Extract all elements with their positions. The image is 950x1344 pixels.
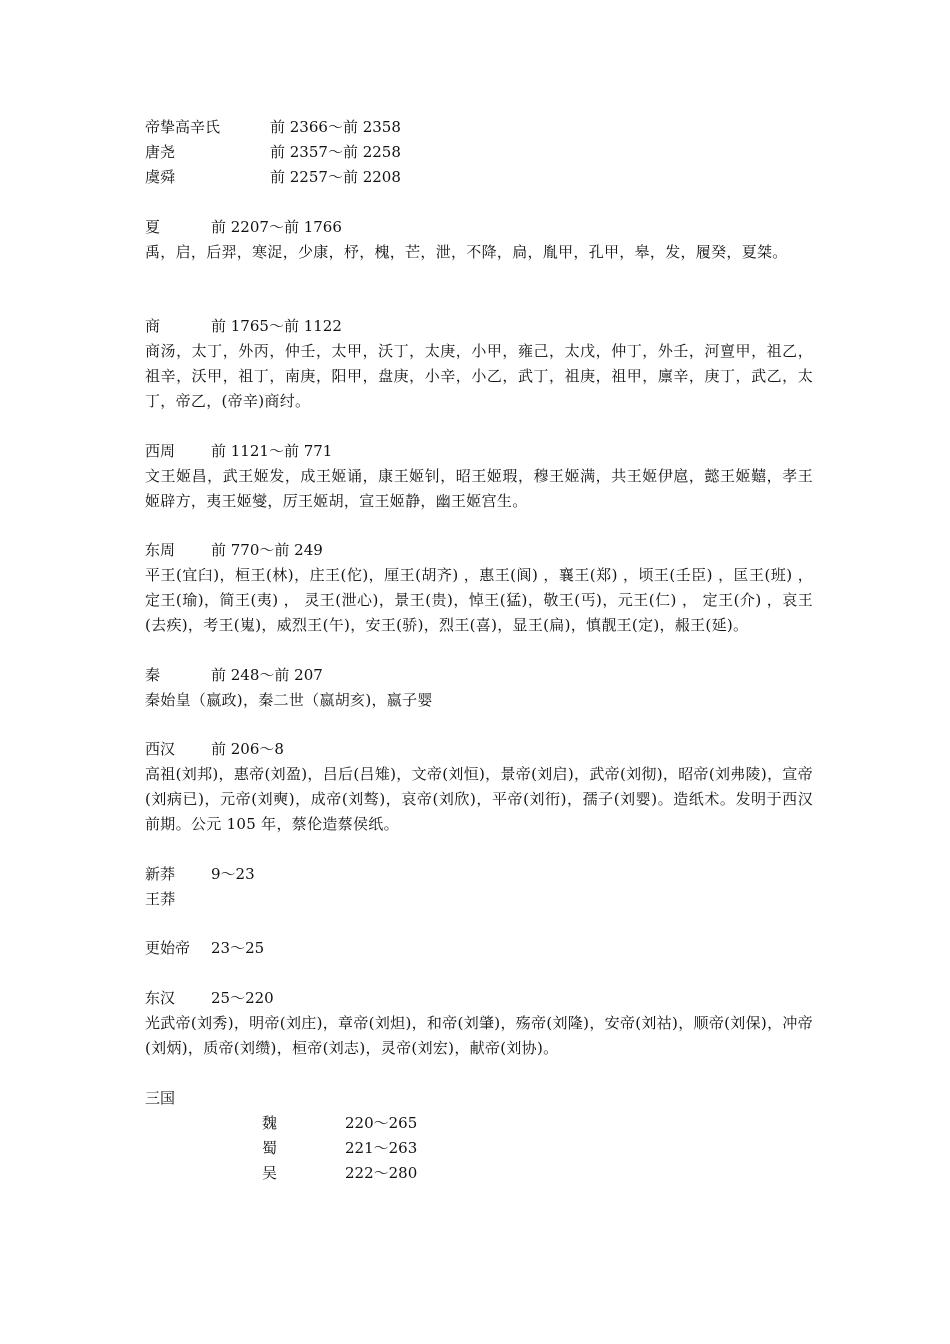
- dynasty-heading: [145, 986, 813, 1011]
- kingdom-name: 蜀: [262, 1139, 278, 1157]
- dynasty-rulers: 平王(宜臼)，桓王(林)，庄王(佗)，厘王(胡齐) ，惠王(阆) ，襄王(郑) ，顷王(壬臣) ，匡王(班) ，定王(瑜)，简王(夷) ， 灵王(泄心)，景王(贵)，悼王(猛)，敬王(丐)，元王(仁) ， 定王(介) ，哀王(去疾)，考王(嵬)，威烈王(午)，安王(骄)，烈王(喜)，显王(扁)，慎靓王(定)，赧王(延)。: [145, 566, 813, 634]
- dynasty-section-shang: [145, 314, 813, 414]
- dynasty-rulers: 高祖(刘邦)，惠帝(刘盈)，吕后(吕雉)，文帝(刘恒)，景帝(刘启)，武帝(刘彻)，昭帝(刘弗陵)，宣帝(刘病已)，元帝(刘奭)，成帝(刘骜)，哀帝(刘欣)，平帝(刘衎)，孺子(刘婴)。造纸术。发明于西汉前期。公元 105 年，蔡伦造蔡侯纸。: [145, 765, 813, 833]
- ruler-name: 虞舜: [145, 168, 176, 186]
- kingdom-row: [262, 1136, 813, 1161]
- dynasty-rulers: 秦始皇（嬴政)，秦二世（嬴胡亥)，嬴子婴: [145, 691, 433, 709]
- dynasty-range: 前 2207～前 1766: [211, 218, 342, 236]
- dynasty-range: 前 1121～前 771: [211, 442, 333, 460]
- dynasty-heading: [145, 439, 813, 464]
- kingdom-name: 吴: [262, 1164, 278, 1182]
- three-kingdoms-section: [145, 1086, 813, 1186]
- dynasty-rulers: 王莽: [145, 890, 176, 908]
- dynasty-name: 更始帝: [145, 939, 191, 957]
- dynasty-heading: [145, 215, 813, 240]
- dynasty-heading: [145, 737, 813, 762]
- dynasty-name: 商: [145, 317, 161, 335]
- kingdom-range: 220～265: [345, 1114, 418, 1132]
- ruler-range: 前 2357～前 2258: [270, 143, 401, 161]
- dynasty-heading: [145, 862, 813, 887]
- ruler-name: 唐尧: [145, 143, 176, 161]
- dynasty-rulers: 禹，启，后羿，寒浞，少康，杼，槐，芒，泄，不降，扃，胤甲，孔甲，皋，发，履癸，夏桀。: [145, 243, 788, 261]
- dynasty-name: 夏: [145, 218, 161, 236]
- ruler-range: 前 2366～前 2358: [270, 118, 401, 136]
- dynasty-heading: [145, 314, 813, 339]
- kingdom-range: 221～263: [345, 1139, 418, 1157]
- dynasty-section-xia: [145, 215, 813, 265]
- dynasty-section-eastern-han: [145, 986, 813, 1061]
- dynasty-name: 西汉: [145, 740, 176, 758]
- dynasty-section-western-zhou: [145, 439, 813, 514]
- dynasty-rulers: 商汤，太丁，外丙，仲壬，太甲，沃丁，太庚，小甲，雍己，太戊，仲丁，外壬，河亶甲，祖乙，祖辛，沃甲，祖丁，南庚，阳甲，盘庚，小辛，小乙，武丁，祖庚，祖甲，廪辛，庚丁，武乙，太丁，帝乙，(帝辛)商纣。: [145, 342, 813, 410]
- early-rulers-block: [145, 115, 825, 190]
- kingdom-range: 222～280: [345, 1164, 418, 1182]
- dynasty-section-qin: [145, 663, 813, 713]
- dynasty-range: 25～220: [211, 989, 274, 1007]
- dynasty-name: 秦: [145, 666, 161, 684]
- ruler-name: 帝挚高辛氏: [145, 118, 221, 136]
- ruler-range: 前 2257～前 2208: [270, 168, 401, 186]
- dynasty-section-xin: [145, 862, 813, 912]
- dynasty-name: 新莽: [145, 865, 176, 883]
- early-ruler-row: [145, 165, 825, 190]
- dynasty-range: 前 206～8: [211, 740, 284, 758]
- dynasty-section-western-han: [145, 737, 813, 837]
- dynasty-range: 前 1765～前 1122: [211, 317, 342, 335]
- dynasty-name: 东周: [145, 541, 176, 559]
- dynasty-heading: [145, 936, 813, 961]
- dynasty-range: 前 770～前 249: [211, 541, 323, 559]
- dynasty-section-gengshi: [145, 936, 813, 961]
- three-kingdoms-title: 三国: [145, 1089, 176, 1107]
- dynasty-rulers: 光武帝(刘秀)，明帝(刘庄)，章帝(刘炟)，和帝(刘肇)，殇帝(刘隆)，安帝(刘祜)，顺帝(刘保)，冲帝(刘炳)，质帝(刘缵)，桓帝(刘志)，灵帝(刘宏)，献帝(刘协)。: [145, 1014, 813, 1057]
- dynasty-rulers: 文王姬昌，武王姬发，成王姬诵，康王姬钊，昭王姬瑕，穆王姬满，共王姬伊扈，懿王姬囏，孝王姬辟方，夷王姬燮，厉王姬胡，宣王姬静，幽王姬宫生。: [145, 467, 813, 510]
- early-ruler-row: [145, 140, 825, 165]
- kingdom-row: [262, 1161, 813, 1186]
- dynasty-heading: [145, 538, 813, 563]
- dynasty-range: 前 248～前 207: [211, 666, 323, 684]
- kingdom-row: [262, 1111, 813, 1136]
- dynasty-section-eastern-zhou: [145, 538, 813, 638]
- kingdom-name: 魏: [262, 1114, 278, 1132]
- early-ruler-row: [145, 115, 825, 140]
- dynasty-range: 9～23: [211, 865, 255, 883]
- dynasty-heading: [145, 663, 813, 688]
- dynasty-name: 东汉: [145, 989, 176, 1007]
- dynasty-range: 23～25: [211, 939, 265, 957]
- dynasty-name: 西周: [145, 442, 176, 460]
